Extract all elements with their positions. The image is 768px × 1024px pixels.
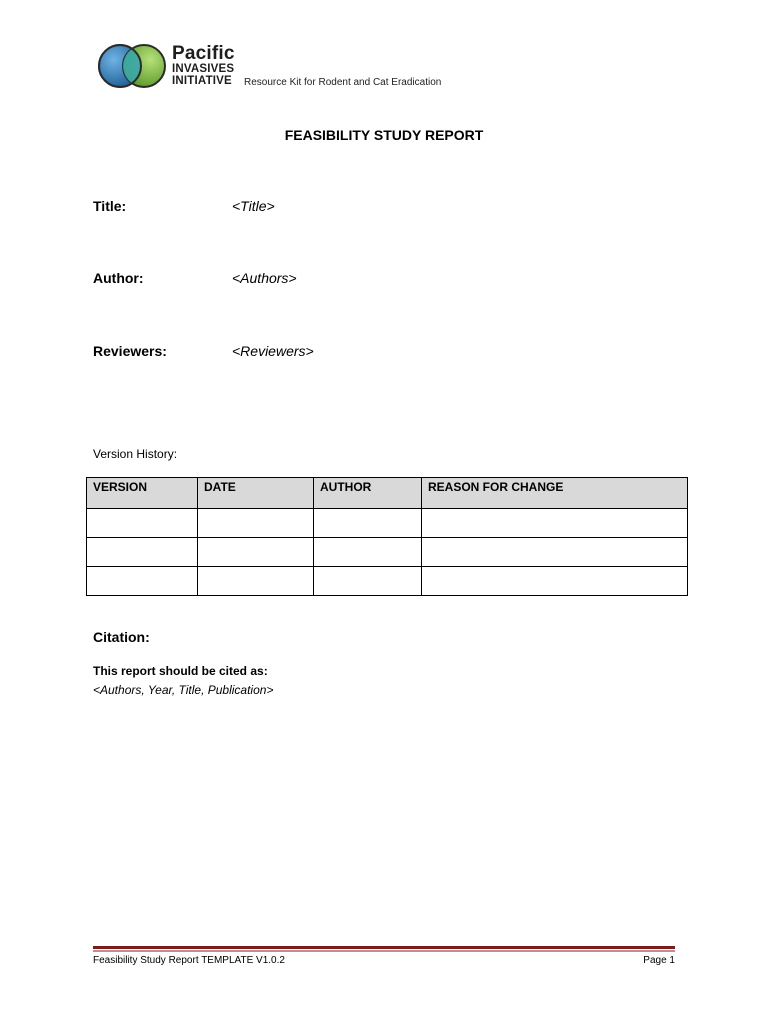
footer-template-version: Feasibility Study Report TEMPLATE V1.0.2 [93, 955, 285, 966]
table-row [87, 567, 688, 596]
logo-wordmark [172, 44, 235, 87]
table-row [87, 509, 688, 538]
table-row [87, 538, 688, 567]
version-history-label: Version History: [93, 447, 178, 461]
table-cell [198, 509, 314, 538]
table-cell [314, 509, 422, 538]
title-field-label: Title: [93, 198, 127, 214]
logo-word-invasives: INVASIVES [172, 63, 235, 75]
author-field-label: Author: [93, 270, 144, 286]
title-field-value: <Title> [232, 198, 275, 214]
pacific-invasives-initiative-logo [96, 42, 170, 90]
citation-heading: Citation: [93, 629, 150, 645]
citation-format: <Authors, Year, Title, Publication> [93, 683, 274, 697]
resource-kit-caption: Resource Kit for Rodent and Cat Eradication [244, 77, 442, 88]
table-cell [314, 538, 422, 567]
reviewers-field-value: <Reviewers> [232, 343, 314, 359]
footer-rule-secondary [93, 950, 675, 952]
column-header-reason-for-change: REASON FOR CHANGE [422, 478, 688, 509]
footer-rule [93, 946, 675, 949]
citation-intro: This report should be cited as: [93, 664, 268, 678]
author-field-value: <Authors> [232, 270, 297, 286]
table-cell [198, 538, 314, 567]
table-cell [422, 538, 688, 567]
reviewers-field-label: Reviewers: [93, 343, 167, 359]
column-header-version: VERSION [87, 478, 198, 509]
table-header-row [87, 478, 688, 509]
footer-page-number: Page 1 [643, 955, 675, 966]
table-cell [422, 567, 688, 596]
column-header-author: AUTHOR [314, 478, 422, 509]
table-cell [87, 538, 198, 567]
column-header-date: DATE [198, 478, 314, 509]
logo-word-initiative: INITIATIVE [172, 74, 232, 87]
document-title: FEASIBILITY STUDY REPORT [284, 127, 484, 143]
table-cell [87, 509, 198, 538]
table-cell [198, 567, 314, 596]
table-cell [422, 509, 688, 538]
version-history-table [86, 477, 688, 596]
table-cell [314, 567, 422, 596]
logo-word-pacific: Pacific [172, 43, 235, 64]
table-cell [87, 567, 198, 596]
